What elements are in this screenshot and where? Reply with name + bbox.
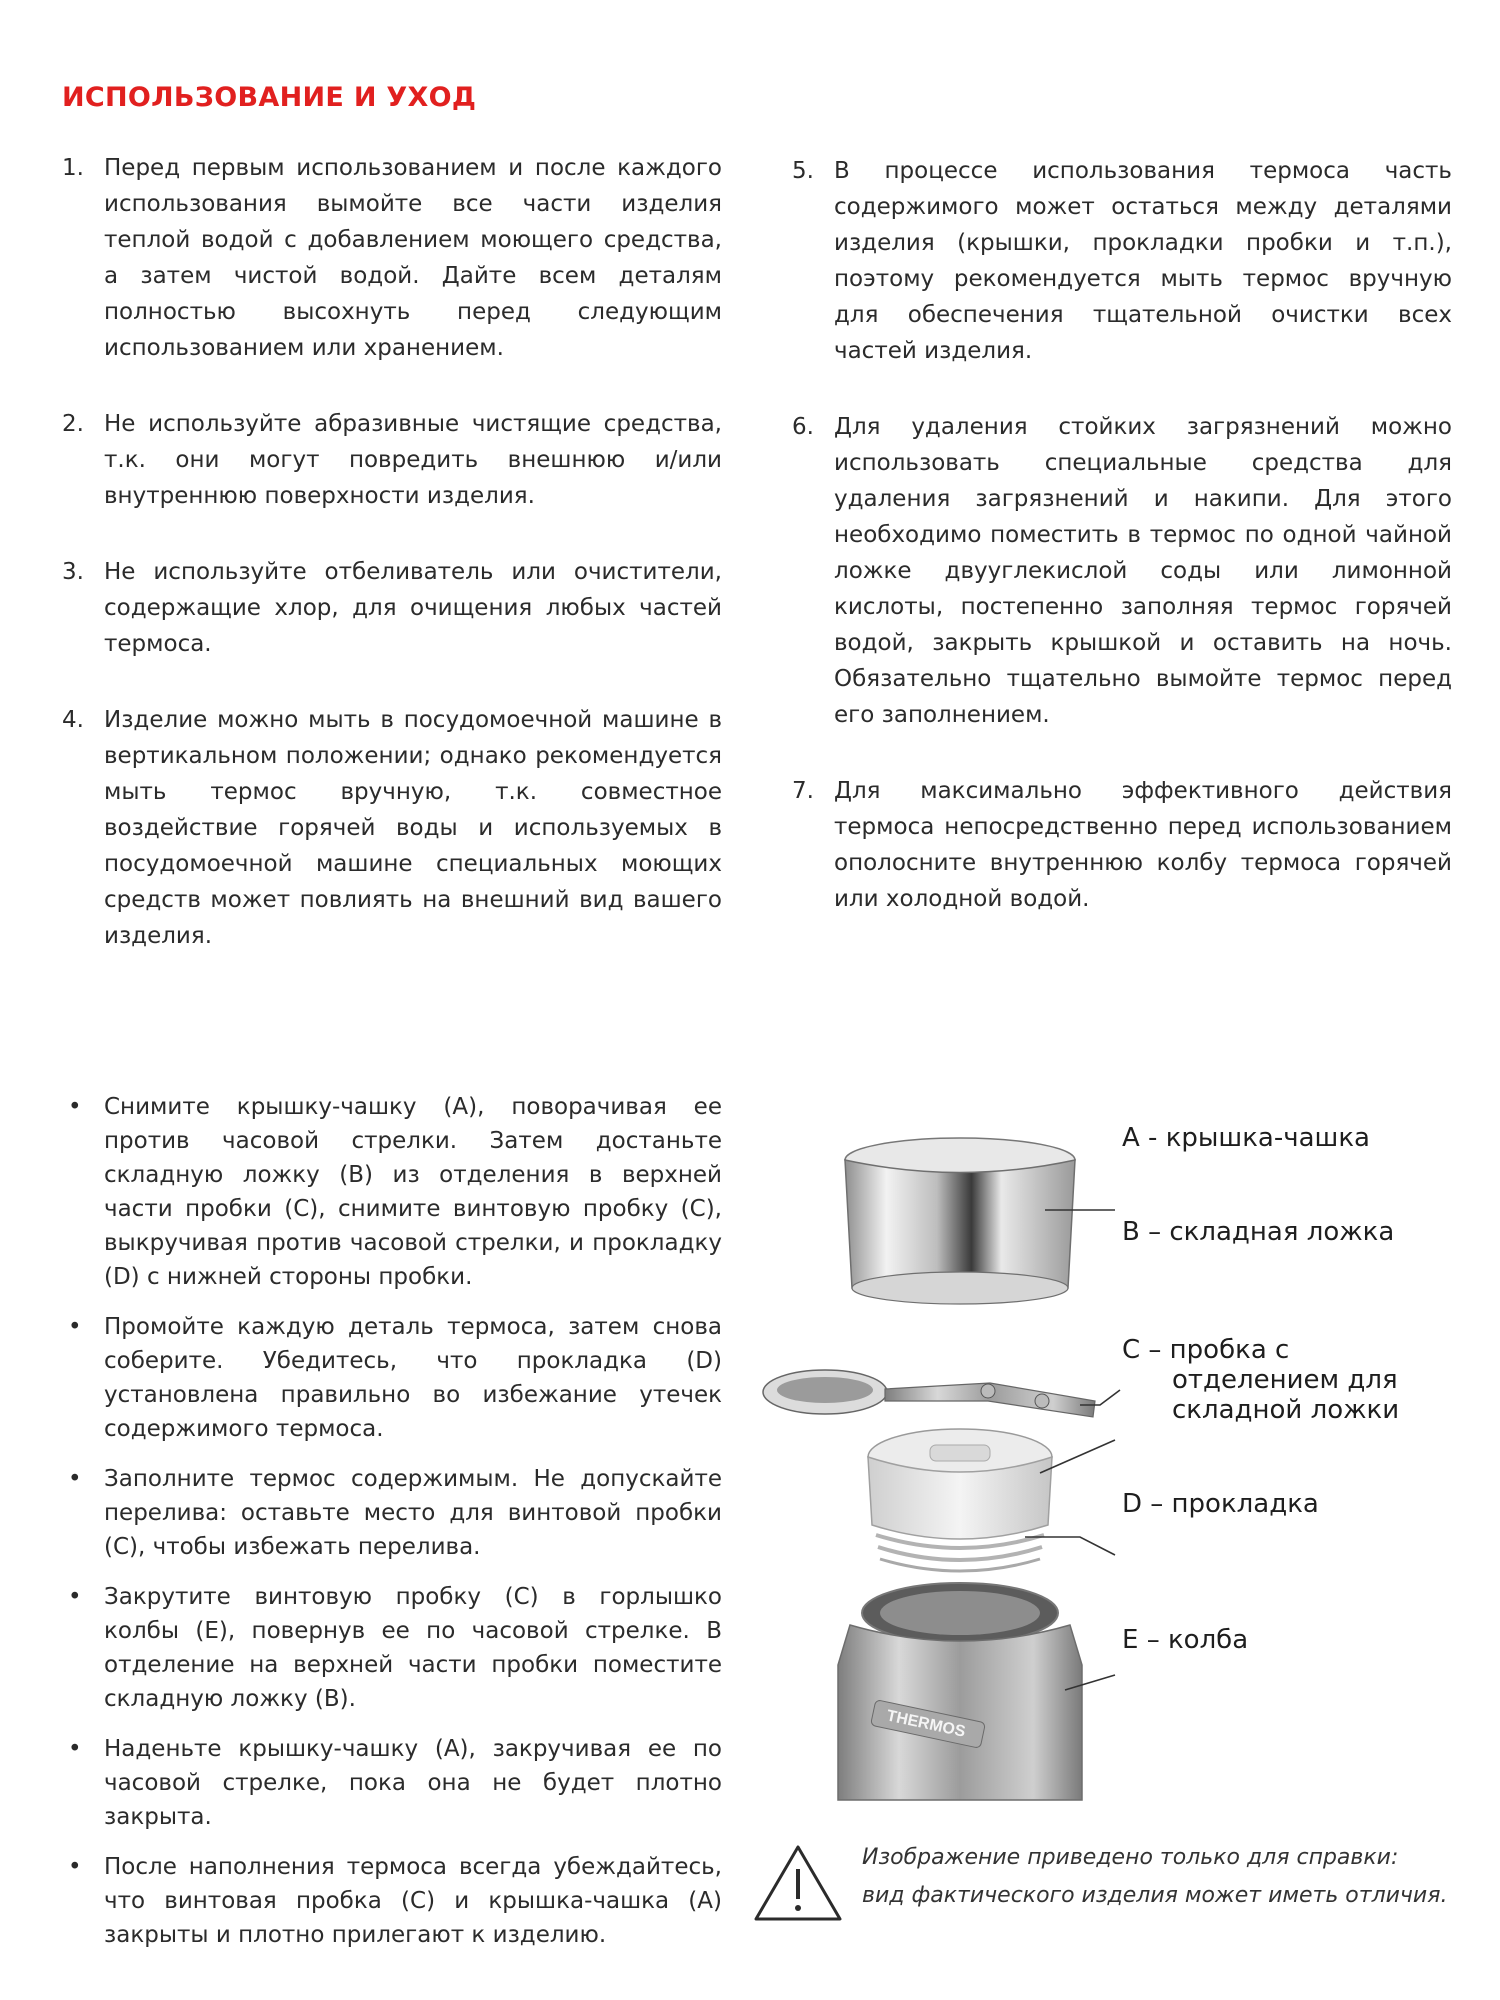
care-item [62,150,722,366]
step-item [62,1310,722,1446]
item-number: 3. [62,559,84,585]
lid-cup [845,1138,1075,1304]
bullet-icon: • [68,1314,82,1340]
bullet-icon: • [68,1094,82,1120]
label-screw-plug-line3: складной ложки [1172,1395,1400,1425]
label-folding-spoon: B – складная ложка [1122,1217,1395,1247]
label-gasket: D – прокладка [1122,1489,1319,1519]
care-item [62,406,722,514]
assembly-steps [62,1090,722,1968]
thermos-illustration [740,1105,1460,1805]
flask-body [838,1583,1082,1800]
screw-plug [868,1429,1052,1571]
item-text: Не используйте абразивные чистящие средства, т.к. они могут повредить внешнюю и/или внутреннюю поверхности изделия. [104,411,722,509]
label-screw-plug: C – пробка с [1122,1335,1290,1365]
step-item [62,1732,722,1834]
warning-triangle-icon [752,1843,844,1923]
thermos-parts-diagram [740,1105,1460,1805]
item-number: 2. [62,411,84,437]
bullet-icon: • [68,1854,82,1880]
step-text: Наденьте крышку-чашку (A), закручивая ее по часовой стрелке, пока она не будет плотно закрыта. [104,1736,722,1830]
bullet-icon: • [68,1736,82,1762]
label-lid-cup: A - крышка-чашка [1122,1123,1370,1153]
item-number: 1. [62,155,84,181]
section-title: ИСПОЛЬЗОВАНИЕ И УХОД [62,82,477,113]
label-screw-plug-line2: отделением для [1172,1365,1398,1395]
item-text: В процессе использования термоса часть содержимого может остаться между деталями изделия (крышки, прокладки пробки и т.п.), поэтому рекомендуется мыть термос вручную для обеспечения тщательной очистки всех частей изделия. [834,158,1452,364]
item-number: 7. [792,778,814,804]
step-text: Снимите крышку-чашку (A), поворачивая ее против часовой стрелки. Затем достаньте складную ложку (B) из отделения в верхней части пробки (C), снимите винтовую пробку (C), выкручивая против часовой стрелки, и прокладку (D) с нижней стороны пробки. [104,1094,722,1290]
step-item [62,1090,722,1294]
step-text: Промойте каждую деталь термоса, затем снова соберите. Убедитесь, что прокладка (D) установлена правильно во избежание утечек содержимого термоса. [104,1314,722,1442]
care-item [792,773,1452,917]
care-item [792,409,1452,733]
care-list-left [62,150,722,994]
disclaimer-notice [752,1843,1472,1943]
care-item [62,554,722,662]
item-number: 6. [792,414,814,440]
item-number: 5. [792,158,814,184]
step-item [62,1462,722,1564]
care-item [62,702,722,954]
disclaimer-line-1: Изображение приведено только для справки: [862,1845,1399,1870]
label-flask: E – колба [1122,1625,1249,1655]
care-list-right [792,153,1452,957]
step-item [62,1580,722,1716]
item-text: Изделие можно мыть в посудомоечной машине в вертикальном положении; однако рекомендуется мыть термос вручную, т.к. совместное воздействие горячей воды и используемых в посудомоечной машине специальных моющих средств может повлиять на внешний вид вашего изделия. [104,707,722,949]
item-text: Для удаления стойких загрязнений можно использовать специальные средства для удаления загрязнений и накипи. Для этого необходимо поместить в термос по одной чайной ложке двууглекислой соды или лимонной кислоты, постепенно заполняя термос горячей водой, закрыть крышкой и оставить на ночь. Обязательно тщательно вымойте термос перед его заполнением. [834,414,1452,728]
brand-logo: THERMOS [885,1707,967,1741]
item-number: 4. [62,707,84,733]
step-text: Заполните термос содержимым. Не допускайте перелива: оставьте место для винтовой пробки (C), чтобы избежать перелива. [104,1466,722,1560]
item-text: Перед первым использованием и после каждого использования вымойте все части изделия теплой водой с добавлением моющего средства, а затем чистой водой. Дайте всем деталям полностью высохнуть перед следующим использованием или хранением. [104,155,722,361]
disclaimer-line-2: вид фактического изделия может иметь отличия. [862,1883,1448,1908]
care-item [792,153,1452,369]
step-item [62,1850,722,1952]
item-text: Для максимально эффективного действия термоса непосредственно перед использованием ополосните внутреннюю колбу термоса горячей или холодной водой. [834,778,1452,912]
item-text: Не используйте отбеливатель или очистители, содержащие хлор, для очищения любых частей термоса. [104,559,722,657]
step-text: Закрутите винтовую пробку (C) в горлышко колбы (E), повернув ее по часовой стрелке. В отделение на верхней части пробки поместите складную ложку (B). [104,1584,722,1712]
bullet-icon: • [68,1466,82,1492]
bullet-icon: • [68,1584,82,1610]
folding-spoon [763,1370,1095,1417]
step-text: После наполнения термоса всегда убеждайтесь, что винтовая пробка (C) и крышка-чашка (A) закрыты и плотно прилегают к изделию. [104,1854,722,1948]
